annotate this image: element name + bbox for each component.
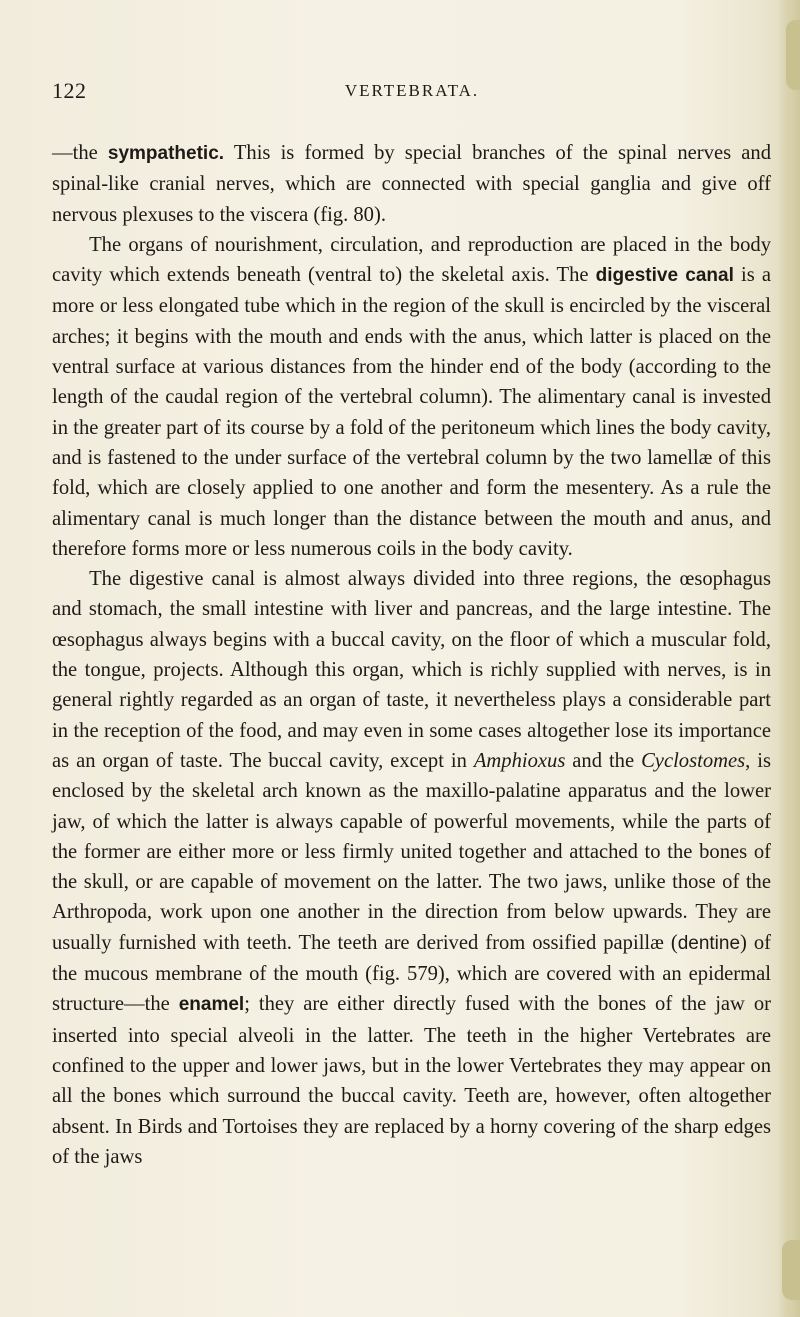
text-run: is a more or less elongated tube which in the region of the skull is encircled by the visceral arches; it begins with the mouth and ends with the anus, which latter is placed on the ventral surface at various distances from the hinder end of the body (according to the length of the caudal region of the vertebral column). The alimentary canal is invested in the greater part of its course by a fold of the peritoneum which lines the body cavity, and is fastened to the under surface of the vertebral column by the two lamellæ of this fold, which are closely applied to one another and form the mesentery. As a rule the alimentary canal is much longer than the distance between the mouth and anus, and therefore forms more or less numerous coils in the body cavity. <box>52 264 771 560</box>
body-text <box>52 138 771 1172</box>
text-run: ; they are either directly fused with the bones of the jaw or inserted into special alveoli in the latter. The teeth in the higher Vertebrates are confined to the upper and lower jaws, but in the lower Vertebrates they may appear on all the bones which surround the buccal cavity. Teeth are, however, often altogether absent. In Birds and Tortoises they are replaced by a horny covering of the sharp edges of the jaws <box>52 993 772 1168</box>
keyword: digestive canal <box>595 265 734 287</box>
running-title: VERTEBRATA. <box>344 81 480 100</box>
italic-term: Amphioxus <box>473 749 566 772</box>
text-run: and the <box>565 749 642 772</box>
page-number: 122 <box>52 78 87 103</box>
text-run: The digestive canal is almost always divided into three regions, the œsophagus and stomach, the small intestine with liver and pancreas, and the large intestine. The œsophagus always begins with a buccal cavity, on the floor of which a muscular fold, the tongue, projects. Although this organ, which is richly supplied with nerves, is in general rightly regarded as an organ of taste, it nevertheless plays a considerable part in the reception of the food, and may even in some cases altogether lose its importance as an organ of taste. The buccal cavity, except in <box>52 568 771 772</box>
text-run: The organs of nourishment, circulation, and reproduction are placed in the body cavity which extends beneath (ventral to) the skeletal axis. The <box>52 233 771 287</box>
text-run: This is formed by special branches of the spinal nerves and spinal-like cranial nerves, which are connected with special ganglia and give off nervous plexuses to the viscera (fig. 80). <box>52 142 771 226</box>
text-run: , is enclosed by the skeletal arch known as the maxillo-palatine apparatus and the lower jaw, of which the latter is always capable of powerful movements, while the parts of the former are either more or less firmly united together and attached to the bones of the skull, or are capable of movement on the latter. The two jaws, unlike those of the Arthropoda, work upon one another in the direction from below upwards. They are usually furnished with teeth. The teeth are derived from ossified papillæ ( <box>52 749 771 954</box>
page-edge-shadow <box>778 0 800 1317</box>
paragraph <box>52 564 771 1172</box>
text-run: ) of the mucous membrane of the mouth (fig. 579), which are covered with an epidermal structure—the <box>52 931 771 1016</box>
keyword: sympathetic. <box>107 143 225 164</box>
page-header <box>52 78 772 108</box>
italic-term: Cyclostomes <box>641 749 746 772</box>
paragraph <box>52 138 771 230</box>
keyword: enamel <box>178 994 245 1016</box>
paragraph <box>52 230 771 564</box>
text-run: —the <box>52 142 108 164</box>
keyword: dentine <box>677 932 741 954</box>
